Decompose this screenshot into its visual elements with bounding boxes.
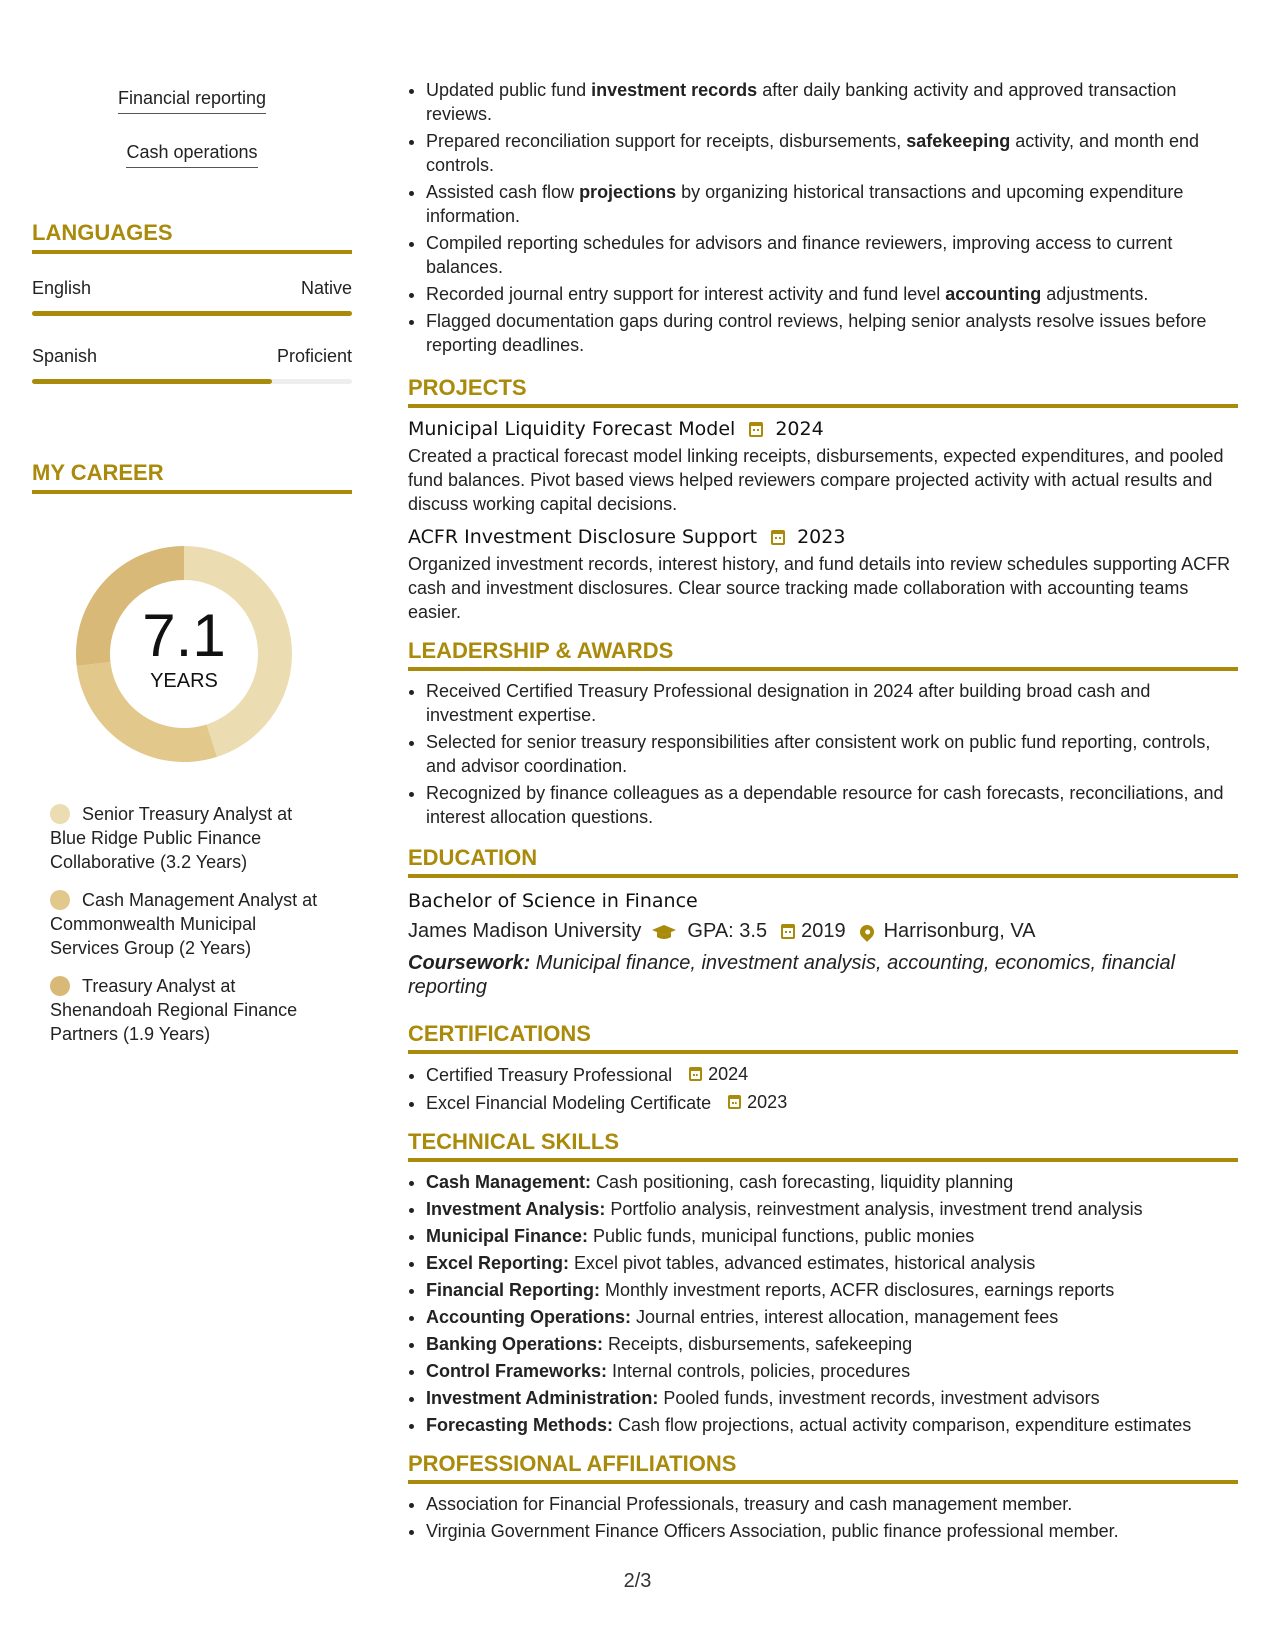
career-total: 7.1 (142, 602, 226, 669)
education-meta (408, 920, 1238, 943)
affiliations-heading: PROFESSIONAL AFFILIATIONS (408, 1451, 1238, 1484)
certification-name: Certified Treasury Professional (426, 1065, 673, 1085)
skill-item: • Excel Reporting: Excel pivot tables, advanced estimates, historical analysis (426, 1251, 1238, 1275)
language-bar-fill (32, 379, 272, 384)
skill-item: • Accounting Operations: Journal entries, interest allocation, management fees (426, 1305, 1238, 1329)
career-heading: MY CAREER (32, 460, 352, 494)
projects-section (408, 375, 1238, 624)
experience-bullet: • Compiled reporting schedules for advisors and finance reviewers, improving access to current balances. (426, 231, 1238, 279)
experience-bullet: • Flagged documentation gaps during control reviews, helping senior analysts resolve issues before reporting deadlines. (426, 309, 1238, 357)
skill-item: • Forecasting Methods: Cash flow projections, actual activity comparison, expenditure estimates (426, 1413, 1238, 1437)
skill-tags (32, 80, 352, 176)
calendar-icon (689, 1067, 702, 1081)
certifications-section (408, 1021, 1238, 1115)
career-item-text: Cash Management Analyst at Commonwealth Municipal Services Group (2 Years) (50, 890, 318, 958)
leadership-section (408, 638, 1238, 829)
language-bar (32, 379, 352, 384)
skill-item: • Municipal Finance: Public funds, municipal functions, public monies (426, 1224, 1238, 1248)
graduation-cap-icon (651, 924, 677, 940)
skill-item: • Financial Reporting: Monthly investment reports, ACFR disclosures, earnings reports (426, 1278, 1238, 1302)
leadership-item: • Received Certified Treasury Professional designation in 2024 after building broad cash and investment expertise. (426, 679, 1238, 727)
language-bar-fill (32, 311, 352, 316)
calendar-icon (771, 530, 785, 545)
career-list (50, 802, 320, 1046)
experience-bullet: • Prepared reconciliation support for receipts, disbursements, safekeeping activity, and month end controls. (426, 129, 1238, 177)
language-level: Native (300, 278, 352, 298)
project-item (408, 418, 1238, 516)
coursework: Coursework: Municipal finance, investment analysis, accounting, economics, financial reporting (408, 952, 1176, 998)
affiliation-item: • Virginia Government Finance Officers Association, public finance professional member. (426, 1519, 1238, 1543)
language-name: Spanish (32, 346, 98, 366)
certification-year: 2024 (708, 1064, 749, 1084)
certification-item (426, 1090, 1238, 1115)
graduation-year: 2019 (801, 920, 846, 942)
projects-heading: PROJECTS (408, 375, 1238, 408)
language-item (32, 278, 352, 316)
skill-tag: Cash operations (126, 142, 257, 168)
school-name: James Madison University (408, 920, 642, 942)
project-description: Organized investment records, interest history, and fund details into review schedules supporting ACFR cash and investment disclosures. Clear source tracking made collaboration with accounting teams easier. (408, 554, 1231, 622)
skill-item: • Investment Administration: Pooled funds, investment records, investment advisors (426, 1386, 1238, 1410)
calendar-icon (749, 422, 763, 437)
project-title: Municipal Liquidity Forecast Model (408, 418, 736, 440)
languages-heading: LANGUAGES (32, 220, 352, 254)
education-heading: EDUCATION (408, 845, 1238, 878)
leadership-heading: LEADERSHIP & AWARDS (408, 638, 1238, 671)
project-year: 2023 (797, 526, 846, 548)
language-bar (32, 311, 352, 316)
project-title: ACFR Investment Disclosure Support (408, 526, 758, 548)
career-item (50, 974, 320, 1046)
degree-title: Bachelor of Science in Finance (408, 890, 698, 912)
certification-name: Excel Financial Modeling Certificate (426, 1093, 712, 1113)
leadership-item: • Selected for senior treasury responsibilities after consistent work on public fund reporting, controls, and advisor coordination. (426, 730, 1238, 778)
sidebar (32, 80, 352, 1060)
main-content (408, 78, 1238, 1546)
technical-skills-section (408, 1129, 1238, 1437)
language-name: English (32, 278, 92, 298)
gpa: GPA: 3.5 (687, 920, 768, 942)
career-dot (50, 976, 70, 996)
experience-bullet: • Assisted cash flow projections by organizing historical transactions and upcoming expenditure information. (426, 180, 1238, 228)
skill-item: • Investment Analysis: Portfolio analysis, reinvestment analysis, investment trend analysis (426, 1197, 1238, 1221)
location-pin-icon (857, 922, 877, 942)
skill-tag: Financial reporting (118, 88, 266, 114)
education-section (408, 845, 1238, 999)
affiliation-item: • Association for Financial Professionals, treasury and cash management member. (426, 1492, 1238, 1516)
technical-skills-heading: TECHNICAL SKILLS (408, 1129, 1238, 1162)
school-location: Harrisonburg, VA (883, 920, 1036, 942)
skill-item: • Banking Operations: Receipts, disbursements, safekeeping (426, 1332, 1238, 1356)
certification-year: 2023 (747, 1092, 788, 1112)
certification-item (426, 1062, 1238, 1087)
calendar-icon (781, 924, 795, 939)
career-item (50, 802, 320, 874)
experience-bullets (408, 78, 1238, 357)
experience-bullet: • Recorded journal entry support for interest activity and fund level accounting adjustments. (426, 282, 1238, 306)
project-description: Created a practical forecast model linking receipts, disbursements, expected expenditures, and pooled fund balances. Pivot based views helped reviewers compare projected activity with actual results and discuss working capital decisions. (408, 446, 1224, 514)
project-year: 2024 (775, 418, 824, 440)
affiliations-section (408, 1451, 1238, 1543)
skill-item: • Cash Management: Cash positioning, cash forecasting, liquidity planning (426, 1170, 1238, 1194)
project-item (408, 526, 1238, 624)
language-item (32, 346, 352, 384)
page-number: 2/3 (623, 1570, 652, 1592)
career-dot (50, 804, 70, 824)
skill-item: • Control Frameworks: Internal controls, policies, procedures (426, 1359, 1238, 1383)
career-item-text: Treasury Analyst at Shenandoah Regional Finance Partners (1.9 Years) (50, 976, 298, 1044)
career-dot (50, 890, 70, 910)
leadership-item: • Recognized by finance colleagues as a dependable resource for cash forecasts, reconciliations, and interest allocation questions. (426, 781, 1238, 829)
career-donut (64, 534, 304, 774)
certifications-heading: CERTIFICATIONS (408, 1021, 1238, 1054)
career-unit: YEARS (150, 670, 218, 692)
calendar-icon (728, 1095, 741, 1109)
career-item (50, 888, 320, 960)
experience-bullet: • Updated public fund investment records after daily banking activity and approved transaction reviews. (426, 78, 1238, 126)
language-level: Proficient (276, 346, 352, 366)
career-item-text: Senior Treasury Analyst at Blue Ridge Public Finance Collaborative (3.2 Years) (50, 804, 293, 872)
